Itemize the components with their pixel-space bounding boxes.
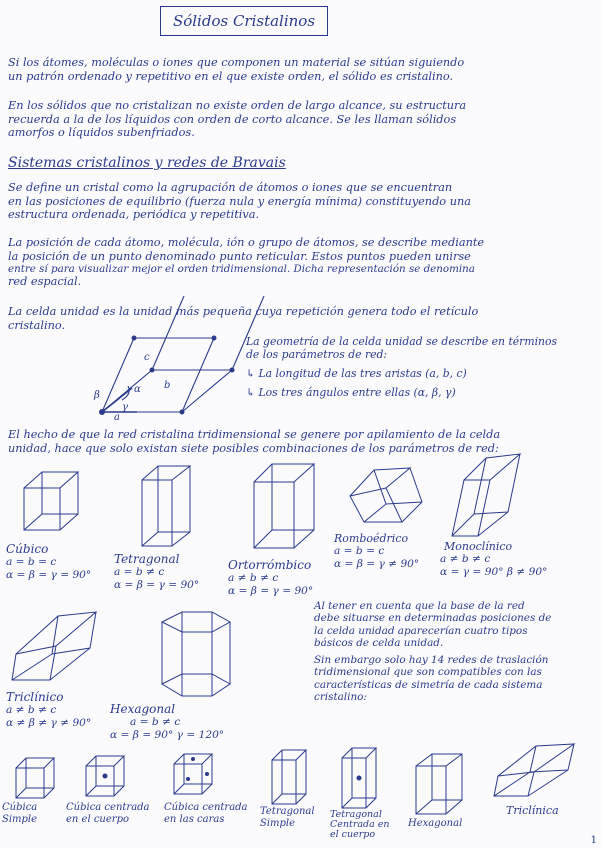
text-line: un patrón ordenado y repetitivo en el que existe orden, el sólido es cristalino. <box>8 69 454 83</box>
text-line: La posición de cada átomo, molécula, ión o grupo de átomos, se describe mediante <box>8 236 485 249</box>
bravais-hexagonal-drawing <box>412 750 466 820</box>
text-line: La celda unidad es la unidad más pequeña cuya repetición genera todo el retículo <box>8 305 479 318</box>
system-params: a ≠ b ≠ c <box>440 553 491 566</box>
label-alpha: α <box>134 384 141 395</box>
bravais-name: Hexagonal <box>408 818 463 829</box>
text-line: características de simetría de cada sistema <box>314 678 543 691</box>
text-line: cristalino: <box>314 691 367 704</box>
text-line: recuerda a la de los líquidos con orden de corto alcance. Se les llaman sólidos <box>8 112 457 126</box>
text-line: Al tener en cuenta que la base de la red <box>314 600 525 612</box>
bravais-label-cubic-fc <box>164 802 248 826</box>
unit-cell-figure <box>92 330 242 422</box>
bravais-type: Centrada en <box>330 818 390 830</box>
bravais-label-hexagonal <box>408 818 462 830</box>
bravais-type: Simple <box>2 814 38 825</box>
cell-notes <box>246 336 557 400</box>
cube-drawing <box>20 468 80 538</box>
text-line: En los sólidos que no cristalizan no existe orden de largo alcance, su estructura <box>8 99 467 112</box>
system-name: Triclínico <box>6 690 64 704</box>
system-params: a = b = c <box>6 556 57 569</box>
system-params: a ≠ b ≠ c <box>228 572 279 585</box>
system-name: Romboédrico <box>334 532 409 545</box>
bravais-cubic-bc-drawing <box>84 754 128 798</box>
system-angles: α = β = γ = 90° <box>6 569 92 582</box>
bravais-type: en el cuerpo <box>66 814 129 825</box>
text-line: Se define un cristal como la agrupación de átomos o iones que se encuentran <box>8 181 453 194</box>
text-line: debe situarse en determinadas posiciones de <box>314 612 552 625</box>
label-c: c <box>144 352 150 363</box>
text-line: la celda unidad aparecerían cuatro tipos <box>314 624 528 637</box>
system-angles: α = β = γ ≠ 90° <box>334 557 420 570</box>
body-paragraph-3 <box>8 305 478 332</box>
bravais-name: Cúbica <box>2 802 38 813</box>
text-line: ↳ Los tres ángulos entre ellas (α, β, γ) <box>246 385 456 399</box>
bravais-type: en las caras <box>164 814 225 825</box>
text-line: básicos de celda unidad. <box>314 637 444 650</box>
bravais-label-tetragonal-simple <box>260 806 315 830</box>
text-line: cristalino. <box>8 318 66 332</box>
section-heading: Sistemas cristalinos y redes de Bravais <box>8 155 286 171</box>
system-params: a = b ≠ c <box>130 716 181 729</box>
bravais-label-cubic-bc <box>66 802 150 826</box>
text-line: Si los átomes, moléculas o iones que componen un material se sitúan siguiendo <box>8 56 465 69</box>
text-line: en las posiciones de equilibrio (fuerza nula y energía mínima) constituyendo una <box>8 194 471 208</box>
bravais-label-tetragonal-bc <box>330 810 390 840</box>
text-line: de los parámetros de red: <box>246 347 388 361</box>
right-notes <box>314 600 551 704</box>
system-angles: α = γ = 90° β ≠ 90° <box>440 565 548 578</box>
lattice-point <box>99 409 105 415</box>
system-angles: α = β = γ = 90° <box>114 579 200 592</box>
lattice-point <box>230 368 235 373</box>
system-triclinic <box>6 690 126 730</box>
label-beta: β <box>94 390 100 401</box>
text-line: unidad, hace que solo existan siete posibles combinaciones de los parámetros de red: <box>8 441 499 455</box>
system-tetragonal <box>114 552 224 592</box>
system-params: a = b = c <box>334 545 385 558</box>
text-line: La geometría de la celda unidad se describe en términos <box>246 335 558 348</box>
text-line: la posición de un punto denominado punto reticular. Estos puntos pueden unirse <box>8 249 471 263</box>
bravais-name: Tetragonal <box>330 809 382 820</box>
text-line: estructura ordenada, periódica y repetitiva. <box>8 208 260 222</box>
system-angles: α = β = γ = 90° <box>228 585 314 598</box>
bravais-type: el cuerpo <box>330 828 376 840</box>
system-name: Cúbico <box>6 542 49 556</box>
bravais-tetragonal-simple-drawing <box>270 748 310 806</box>
bravais-name: Cúbica centrada <box>66 802 150 813</box>
system-cubic <box>6 542 102 582</box>
monoclinic-drawing <box>460 450 530 540</box>
tridim-paragraph <box>8 428 500 455</box>
system-params: a = b ≠ c <box>114 566 165 579</box>
system-name: Tetragonal <box>114 552 180 566</box>
bravais-tetragonal-bc-drawing <box>340 746 380 810</box>
bravais-cubic-simple-drawing <box>14 756 58 800</box>
tetragonal-drawing <box>138 462 198 550</box>
system-angles: α = β = 90° γ = 120° <box>110 729 225 742</box>
system-orthorhombic <box>228 558 338 598</box>
system-monoclinic <box>440 540 590 579</box>
text-line: amorfos o líquidos subenfriados. <box>8 126 195 140</box>
intro-paragraph-2 <box>8 99 466 140</box>
triclinic-drawing <box>12 610 102 684</box>
text-line: tridimensional que son compatibles con las <box>314 666 542 679</box>
lattice-point <box>212 336 217 341</box>
system-params: a ≠ b ≠ c <box>6 704 57 717</box>
hexagonal-drawing <box>156 608 236 704</box>
bravais-name: Tetragonal <box>260 806 315 817</box>
bravais-cubic-fc-drawing <box>172 752 216 796</box>
system-rhombohedral <box>334 532 444 571</box>
system-name: Hexagonal <box>110 702 176 716</box>
system-angles: α ≠ β ≠ γ ≠ 90° <box>6 717 92 730</box>
label-a: a <box>114 412 120 423</box>
system-hexagonal <box>110 702 270 742</box>
lattice-point <box>132 336 137 341</box>
system-name: Ortorrómbico <box>228 558 312 572</box>
bravais-name: Cúbica centrada <box>164 802 248 813</box>
text-line: ↳ La longitud de las tres aristas (a, b, c) <box>246 366 467 380</box>
rhombohedral-drawing <box>346 466 426 526</box>
label-b: b <box>164 380 171 391</box>
lattice-point <box>180 410 185 415</box>
bravais-name: Triclínica <box>506 804 559 817</box>
text-line: entre sí para visualizar mejor el orden tridimensional. Dicha representación se denomina <box>8 263 475 276</box>
system-name: Monoclínico <box>444 540 513 553</box>
label-gamma: γ <box>122 402 128 413</box>
intro-paragraph-1 <box>8 56 464 83</box>
text-line: El hecho de que la red cristalina tridimensional se genere por apilamiento de la celda <box>8 428 501 441</box>
bravais-label-cubic-simple <box>2 802 37 826</box>
orthorhombic-drawing <box>250 460 320 552</box>
bravais-triclinic-drawing <box>494 742 578 798</box>
text-line: red espacial. <box>8 275 82 289</box>
page-number: 1 <box>590 835 597 846</box>
bravais-label-triclinic <box>506 804 559 817</box>
body-paragraph-2 <box>8 236 484 289</box>
lattice-point <box>150 368 155 373</box>
page-title: Sólidos Cristalinos <box>160 6 328 36</box>
body-paragraph-1 <box>8 181 471 222</box>
text-line: Sin embargo solo hay 14 redes de traslación <box>314 653 549 666</box>
bravais-type: Simple <box>260 818 296 829</box>
